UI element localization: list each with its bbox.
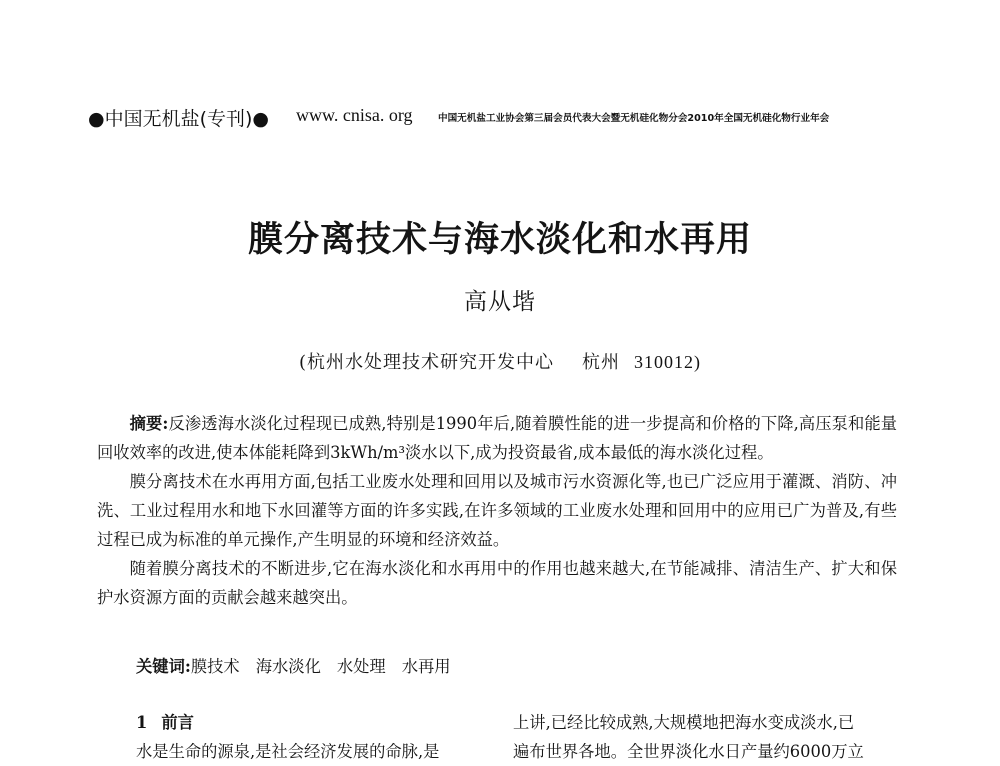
keywords (136, 653, 467, 677)
abstract-paragraph-1 (97, 409, 897, 467)
affiliation-institution: (杭州水处理技术研究开发中心 (298, 352, 555, 373)
affiliation-postcode: 310012) (634, 352, 702, 372)
body-text-line: 水是生命的源泉,是社会经济发展的命脉,是 (136, 742, 440, 761)
section-title: 前言 (161, 713, 194, 732)
running-header (88, 104, 900, 128)
body-column-left (136, 708, 488, 766)
abstract-paragraph-3: 随着膜分离技术的不断进步,它在海水淡化和水再用中的作用也越来越大,在节能减排、清洁生产、扩大和保护水资源方面的贡献会越来越突出。 (97, 559, 897, 607)
section-heading (136, 708, 488, 737)
author-affiliation (0, 348, 1000, 374)
journal-name: ●中国无机盐(专刊)● (88, 108, 269, 130)
body-text-line: 上讲,已经比较成熟,大规模地把海水变成淡水,已 (513, 713, 855, 732)
body-column-right (513, 708, 897, 766)
keyword-item: 水再用 (401, 657, 451, 676)
affiliation-city: 杭州 (582, 352, 621, 373)
author-name: 高从堦 (464, 289, 536, 315)
abstract-text-1: 反渗透海水淡化过程现已成熟,特别是1990年后,随着膜性能的进一步提高和价格的下降,高压泵和能量回收效率的改进,使本体能耗降到3kWh/m³淡水以下,成为投资最省,成本最低的海水淡化过程。 (97, 414, 898, 462)
keyword-item: 海水淡化 (255, 657, 321, 676)
keyword-item: 水处理 (336, 657, 386, 676)
abstract (97, 409, 897, 612)
section-number: 1 (136, 713, 148, 732)
conference-name: 中国无机盐工业协会第三届会员代表大会暨无机硅化物分会2010年全国无机硅化物行业年会 (438, 113, 830, 124)
journal-website: www. cnisa. org (296, 105, 413, 125)
abstract-label: 摘要: (129, 414, 169, 433)
keyword-item: 膜技术 (190, 657, 240, 676)
keywords-label: 关键词: (136, 657, 191, 676)
abstract-paragraph-2: 膜分离技术在水再用方面,包括工业废水处理和回用以及城市污水资源化等,也已广泛应用于灌溉、消防、冲洗、工业过程用水和地下水回灌等方面的许多实践,在许多领域的工业废水处理和回用中的应用已广为普及,有些过程已成为标准的单元操作,产生明显的环境和经济效益。 (97, 472, 897, 549)
body-text-line: 遍布世界各地。全世界淡化水日产量约6000万立 (513, 742, 864, 761)
paper-title: 膜分离技术与海水淡化和水再用 (247, 219, 752, 260)
